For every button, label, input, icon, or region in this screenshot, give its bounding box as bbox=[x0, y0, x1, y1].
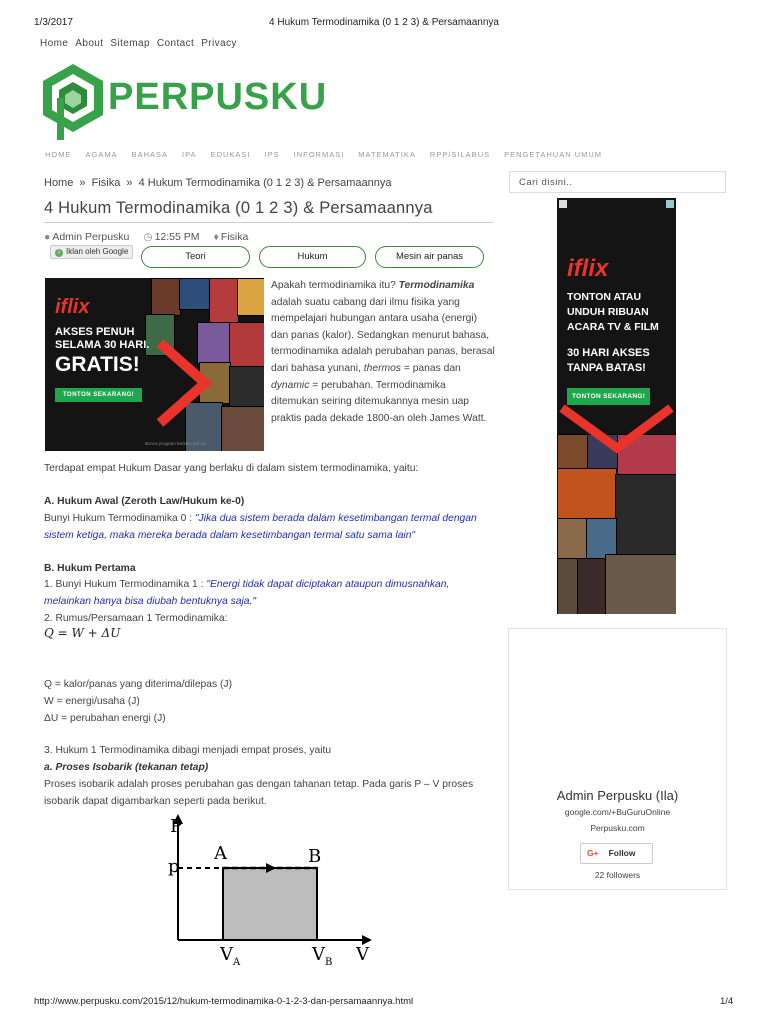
cat-ipa[interactable]: IPA bbox=[182, 150, 197, 159]
poster-image bbox=[577, 558, 607, 614]
iflix-ad-sidebar[interactable] bbox=[557, 198, 676, 614]
gplus-followers: 22 followers bbox=[594, 870, 641, 880]
cat-pengetahuan-umum[interactable]: PENGETAHUAN UMUM bbox=[504, 150, 603, 159]
gplus-url[interactable]: google.com/+BuGuruOnline bbox=[564, 807, 671, 817]
tag-icon: ♦ bbox=[213, 231, 219, 243]
cat-agama[interactable]: AGAMA bbox=[85, 150, 118, 159]
search-input[interactable]: Cari disini.. bbox=[509, 171, 726, 193]
google-plus-icon: G+ bbox=[587, 848, 599, 858]
iflix-logo: iflix bbox=[567, 255, 609, 282]
section-b-heading: B. Hukum Pertama bbox=[44, 563, 136, 574]
section-b3a-heading: a. Proses Isobarik (tekanan tetap) bbox=[44, 762, 209, 773]
ad-subheadline: 30 HARI AKSES TANPA BATAS! bbox=[567, 347, 650, 374]
cat-bahasa[interactable]: BAHASA bbox=[131, 150, 169, 159]
red-chevron-icon bbox=[155, 338, 225, 428]
post-meta bbox=[44, 231, 248, 243]
author[interactable]: ● Admin Perpusku bbox=[44, 231, 130, 243]
ad-headline: AKSES PENUH SELAMA 30 HARI. bbox=[55, 326, 150, 351]
poster-image bbox=[557, 468, 617, 520]
section-b3-text: 3. Hukum 1 Termodinamika dibagi menjadi empat proses, yaitu bbox=[44, 745, 332, 756]
print-page-number: 1/4 bbox=[720, 996, 734, 1007]
nav-contact[interactable]: Contact bbox=[156, 38, 195, 49]
cat-edukasi[interactable]: EDUKASI bbox=[210, 150, 251, 159]
section-b1-text: 1. Bunyi Hukum Termodinamika 1 : "Energi tidak dapat diciptakan ataupun dimusnahkan, melainkan hanya bisa diubah bentuknya saja." bbox=[44, 579, 450, 607]
red-chevron-icon bbox=[557, 403, 676, 463]
gplus-name[interactable]: Admin Perpusku (Ila) bbox=[556, 788, 679, 803]
crumb-current: 4 Hukum Termodinamika (0 1 2 3) & Persamaannya bbox=[138, 177, 392, 189]
category-nav bbox=[45, 150, 602, 159]
cat-home[interactable]: HOME bbox=[45, 150, 72, 159]
poster-image bbox=[557, 518, 588, 560]
section-a-text: Bunyi Hukum Termodinamika 0 : "Jika dua sistem berada dalam kesetimbangan termal dengan sistem ketiga, maka mereka berada dalam kesetimbangan termal satu sama lain" bbox=[44, 513, 477, 541]
section-b2-text: 2. Rumus/Persamaan 1 Termodinamika: bbox=[44, 613, 228, 624]
point-b-label: B bbox=[308, 846, 322, 867]
cat-ips[interactable]: IPS bbox=[264, 150, 280, 159]
crumb-sep: » bbox=[79, 177, 86, 189]
ads-by-google[interactable]: i Iklan oleh Google bbox=[50, 245, 133, 259]
info-icon: i bbox=[55, 249, 63, 257]
nav-privacy[interactable]: Privacy bbox=[201, 38, 237, 49]
poster-image bbox=[151, 278, 181, 316]
breadcrumb bbox=[44, 177, 395, 189]
ad-fine-print: Bonus program berlaku s/d 31... bbox=[145, 441, 210, 446]
lead-paragraph: Terdapat empat Hukum Dasar yang berlaku di dalam sistem termodinamika, yaitu: bbox=[44, 463, 419, 474]
print-url: http://www.perpusku.com/2015/12/hukum-termodinamika-0-1-2-3-dan-persamaannya.html bbox=[34, 996, 414, 1007]
nav-about[interactable]: About bbox=[75, 38, 104, 49]
cat-informasi[interactable]: INFORMASI bbox=[293, 150, 345, 159]
ad-cta-button[interactable]: TONTON SEKARANG! bbox=[567, 388, 650, 405]
iflix-logo: iflix bbox=[55, 296, 90, 318]
print-title: 4 Hukum Termodinamika (0 1 2 3) & Persamaannya bbox=[269, 17, 499, 28]
ad-big-text: GRATIS! bbox=[55, 353, 140, 376]
poster-image bbox=[229, 322, 264, 368]
axis-label-v: V bbox=[356, 944, 369, 965]
gplus-badge bbox=[508, 628, 727, 890]
site-logo[interactable] bbox=[40, 62, 328, 142]
print-date: 1/3/2017 bbox=[34, 17, 73, 28]
poster-image bbox=[557, 558, 579, 614]
nav-home[interactable]: Home bbox=[40, 38, 69, 49]
poster-image bbox=[209, 278, 239, 324]
ad-info-icon[interactable] bbox=[666, 200, 674, 208]
clock-icon: ◷ bbox=[143, 231, 153, 243]
ad-link-hukum[interactable]: Hukum bbox=[259, 246, 366, 268]
va-label: $V_A$ bbox=[220, 944, 241, 968]
ad-link-teori[interactable]: Teori bbox=[141, 246, 250, 268]
cat-rpp[interactable]: RPP/SILABUS bbox=[429, 150, 491, 159]
section-a-heading: A. Hukum Awal (Zeroth Law/Hukum ke-0) bbox=[44, 496, 245, 507]
logo-text: PERPUSKU bbox=[108, 76, 328, 118]
axis-label-p: P bbox=[170, 816, 183, 837]
cat-matematika[interactable]: MATEMATIKA bbox=[358, 150, 416, 159]
ad-cta-button[interactable]: TONTON SEKARANG! bbox=[55, 388, 142, 402]
iflix-ad-inline[interactable] bbox=[45, 278, 264, 451]
section-b3a-text: Proses isobarik adalah proses perubahan gas dengan tahanan tetap. Pada garis P – V proses isobarik dapat digambarkan seperti pada berikut. bbox=[44, 779, 474, 807]
gplus-follow-button[interactable]: G+ Follow bbox=[580, 843, 653, 864]
crumb-fisika[interactable]: Fisika bbox=[91, 177, 121, 189]
ad-headline: TONTON ATAU UNDUH RIBUAN ACARA TV & FILM bbox=[567, 291, 659, 333]
logo-icon bbox=[40, 62, 106, 142]
post-time: ◷ 12:55 PM bbox=[143, 231, 200, 243]
gplus-site: Perpusku.com bbox=[590, 823, 645, 833]
pv-diagram bbox=[150, 812, 380, 972]
nav-sitemap[interactable]: Sitemap bbox=[110, 38, 150, 49]
vb-label: $V_B$ bbox=[312, 944, 333, 968]
definition-w: W = energi/usaha (J) bbox=[44, 696, 140, 707]
ad-link-mesin-air-panas[interactable]: Mesin air panas bbox=[375, 246, 484, 268]
definition-q: Q = kalor/panas yang diterima/dilepas (J) bbox=[44, 679, 233, 690]
point-a-label: A bbox=[214, 843, 227, 864]
poster-image bbox=[615, 474, 676, 556]
post-label[interactable]: ♦ Fisika bbox=[213, 231, 249, 243]
user-icon: ● bbox=[44, 231, 51, 243]
intro-paragraph: Apakah termodinamika itu? Termodinamika adalah suatu cabang dari ilmu fisika yang mempelajari hubungan antara usaha (energi) dan panas (kalor). Sedangkan menurut bahasa, termodinamika adalah perubahan panas, berasal dari bahasa yunani, thermos = panas dan dynamic = perubahan. Termodinamika ditemukan seiring ditemukannya mesin uap praktis pada dekade 1800-an oleh James Watt. bbox=[271, 280, 495, 424]
formula: Q = W + ΔU bbox=[44, 626, 121, 640]
poster-image bbox=[221, 406, 264, 451]
work-area bbox=[223, 868, 317, 940]
crumb-home[interactable]: Home bbox=[44, 177, 74, 189]
definition-u: ΔU = perubahan energi (J) bbox=[44, 713, 166, 724]
page-title: 4 Hukum Termodinamika (0 1 2 3) & Persamaannya bbox=[44, 199, 493, 223]
ad-refresh-icon[interactable] bbox=[559, 200, 567, 208]
top-nav bbox=[40, 38, 237, 49]
poster-image bbox=[237, 278, 264, 316]
poster-image bbox=[229, 366, 264, 408]
pressure-label: p bbox=[168, 856, 180, 877]
poster-image bbox=[605, 554, 676, 614]
poster-image bbox=[179, 278, 211, 310]
crumb-sep: » bbox=[126, 177, 133, 189]
